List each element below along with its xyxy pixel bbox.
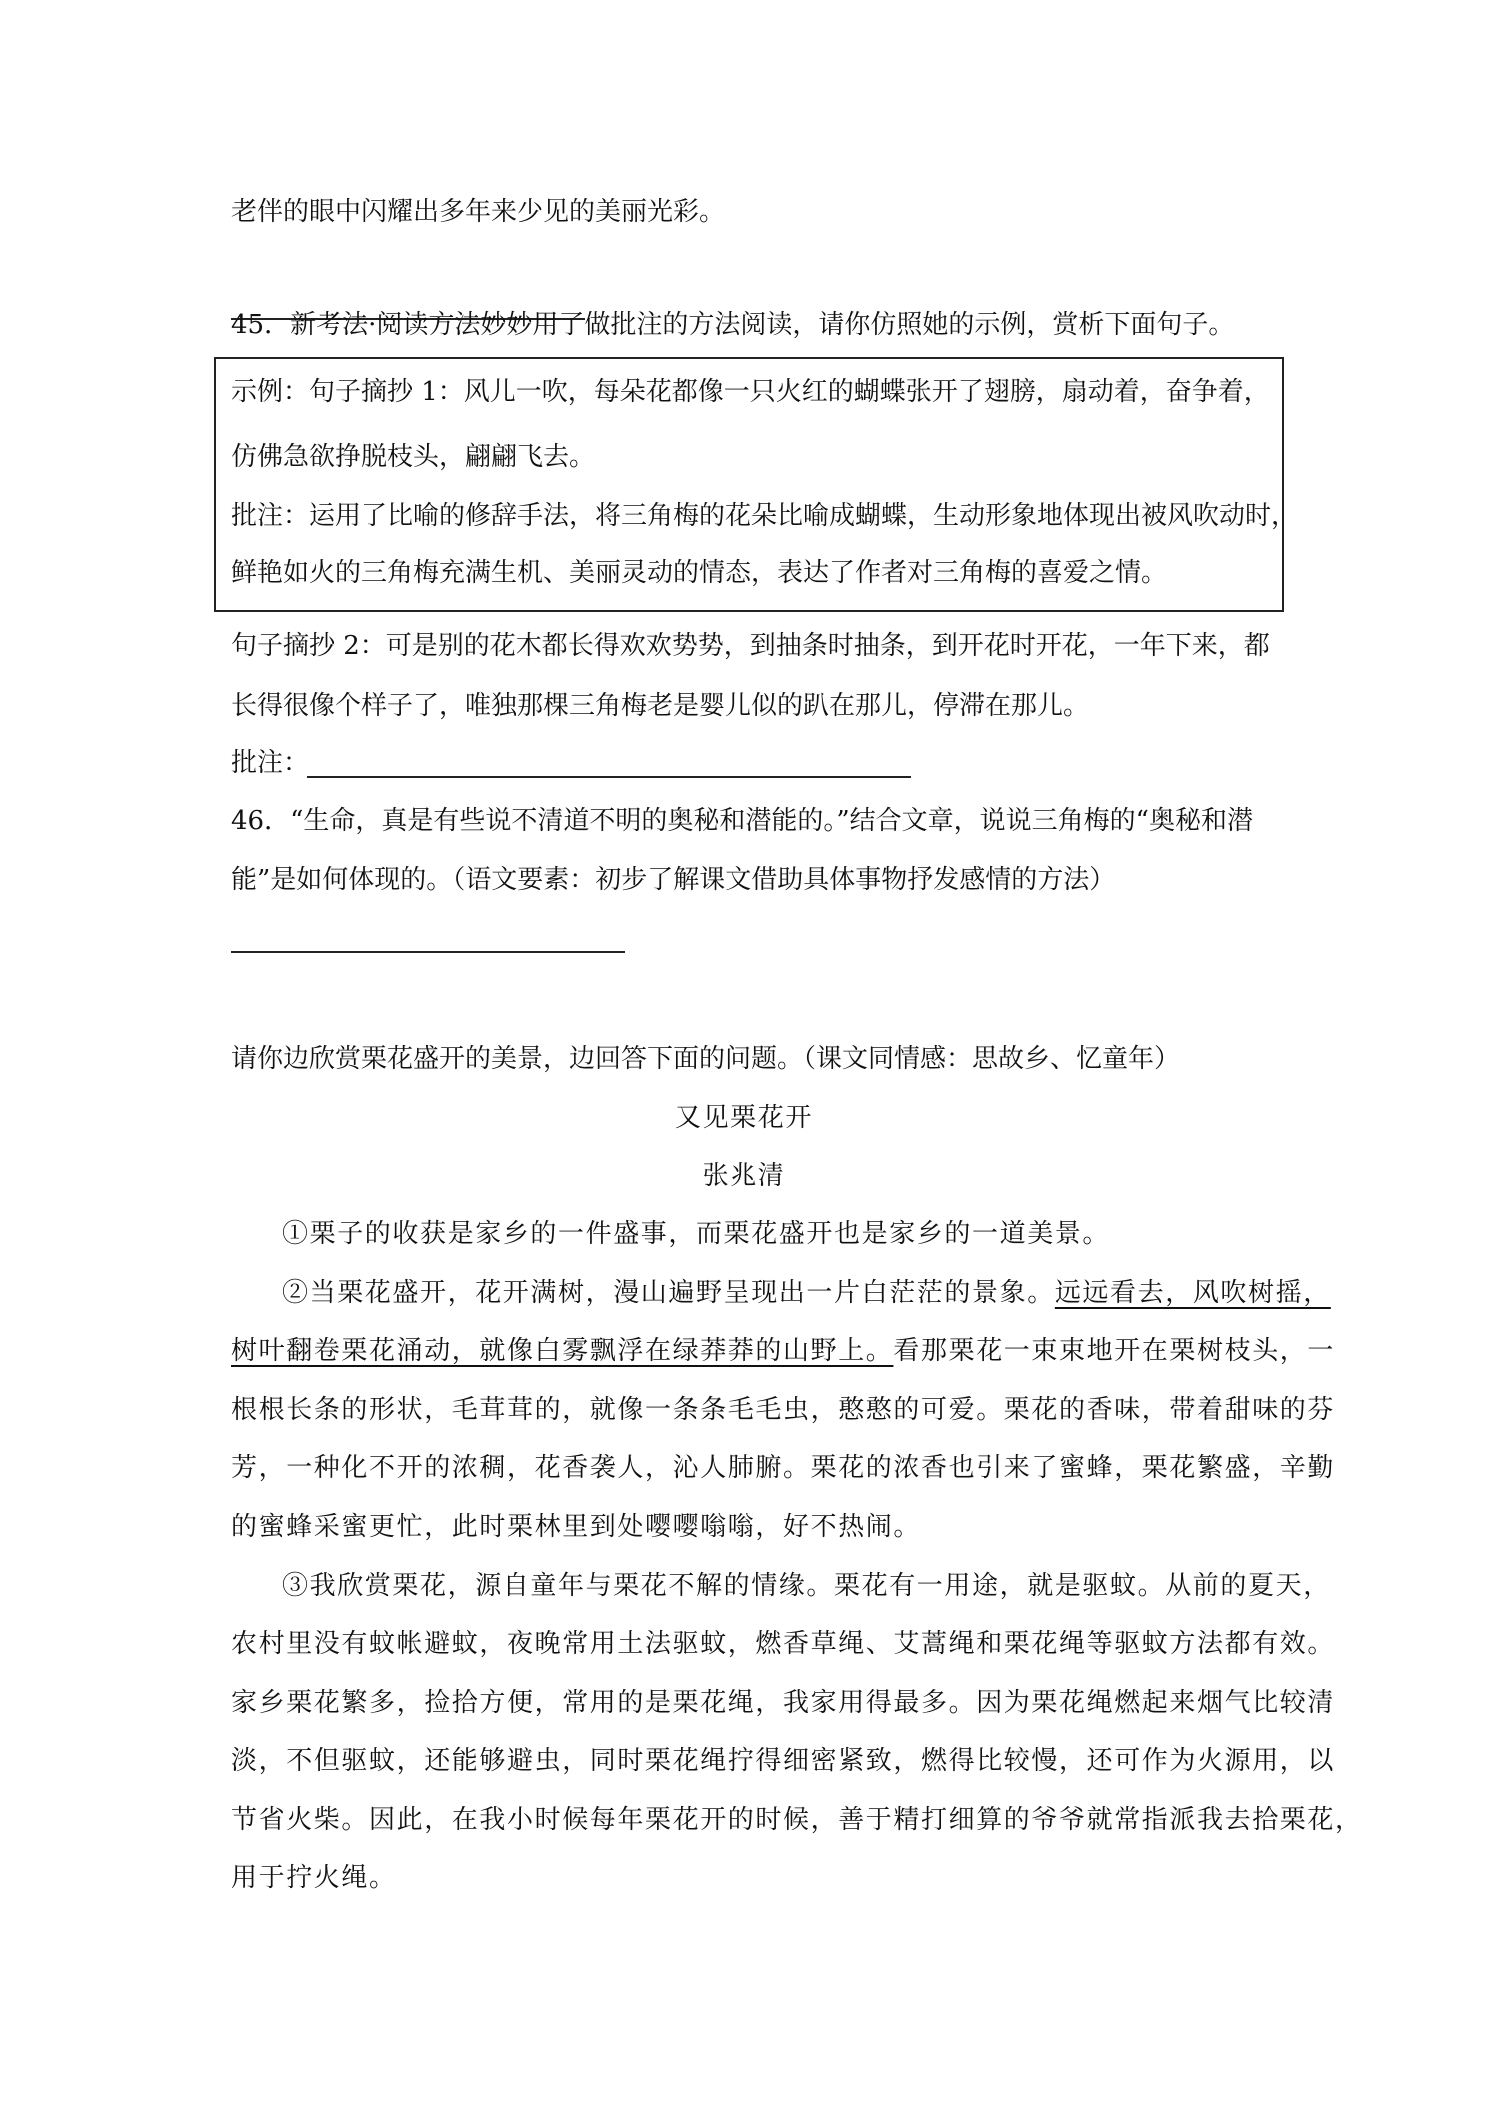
paragraph-3-line-3: 家乡栗花繁多，捡拾方便，常用的是栗花绳，我家用得最多。因为栗花绳燃起来烟气比较清 (231, 1688, 1336, 1718)
paragraph-3-line-5: 节省火柴。因此，在我小时候每年栗花开的时候，善于精打细算的爷爷就常指派我去拾栗花， (231, 1805, 1363, 1835)
p2-underlined-b: 树叶翻卷栗花涌动，就像白雾飘浮在绿莽莽的山野上。 (231, 1336, 894, 1366)
example-note-line-1: 批注：运用了比喻的修辞手法，将三角梅的花朵比喻成蝴蝶，生动形象地体现出被风吹动时， (231, 501, 1298, 531)
paragraph-2-line-4: 芳，一种化不开的浓稠，花香袭人，沁人肺腑。栗花的浓香也引来了蜜蜂，栗花繁盛，辛勤 (231, 1453, 1336, 1483)
reading-intro: 请你边欣赏栗花盛开的美景，边回答下面的问题。（课文同情感：思故乡、忆童年） (231, 1044, 1181, 1074)
paragraph-3-line-2: 农村里没有蚊帐避蚊，夜晚常用土法驱蚊，燃香草绳、艾蒿绳和栗花绳等驱蚊方法都有效。 (231, 1629, 1336, 1659)
paragraph-2-line-5: 的蜜蜂采蜜更忙，此时栗林里到处嘤嘤嗡嗡，好不热闹。 (231, 1512, 922, 1542)
example-line-1: 示例：句子摘抄 1：风儿一吹，每朵花都像一只火红的蝴蝶张开了翅膀，扇动着，奋争着， (231, 377, 1270, 407)
paragraph-3-line-6: 用于拧火绳。 (231, 1863, 397, 1893)
q46-answer-line[interactable] (231, 951, 625, 953)
example-note-line-2: 鲜艳如火的三角梅充满生机、美丽灵动的情态，表达了作者对三角梅的喜爱之情。 (231, 558, 1168, 588)
paragraph-3-line-4: 淡，不但驱蚊，还能够避虫，同时栗花绳拧得细密紧致，燃得比较慢，还可作为火源用，以 (231, 1746, 1336, 1776)
p2-underlined-a: 远远看去，风吹树摇， (1054, 1278, 1331, 1308)
q45-prompt: 45．新考法·阅读方法妙妙用了做批注的方法阅读，请你仿照她的示例，赏析下面句子。 (231, 310, 1235, 340)
paragraph-2-line-1 (282, 1273, 1331, 1313)
example-line-2: 仿佛急欲挣脱枝头，翩翩飞去。 (231, 442, 596, 472)
q46-line-1: 46．“生命，真是有些说不清道不明的奥秘和潜能的。”结合文章，说说三角梅的“奥秘和潜 (231, 806, 1253, 836)
q44-answer-tail: 老伴的眼中闪耀出多年来少见的美丽光彩。 (231, 197, 726, 227)
paragraph-1: ①栗子的收获是家乡的一件盛事，而栗花盛开也是家乡的一道美景。 (282, 1219, 1111, 1249)
paragraph-2-line-3: 根根长条的形状，毛茸茸的，就像一条条毛毛虫，憨憨的可爱。栗花的香味，带着甜味的芬 (231, 1395, 1336, 1425)
excerpt-2-line-2: 长得很像个样子了，唯独那棵三角梅老是婴儿似的趴在那儿，停滞在那儿。 (231, 691, 1090, 721)
p2-text-b: 看那栗花一束束地开在栗树枝头，一 (893, 1336, 1336, 1366)
excerpt-2-line-1: 句子摘抄 2：可是别的花木都长得欢欢势势，到抽条时抽条，到开花时开花，一年下来，都 (231, 631, 1270, 661)
article-title: 又见栗花开 (674, 1103, 813, 1133)
q46-line-2: 能”是如何体现的。（语文要素：初步了解课文借助具体事物抒发感情的方法） (231, 865, 1116, 895)
p2-text-a: ②当栗花盛开，花开满树，漫山遍野呈现出一片白茫茫的景象。 (282, 1278, 1055, 1308)
paragraph-2-line-2 (231, 1331, 1335, 1371)
note-label: 批注： (231, 748, 310, 778)
note-answer-line[interactable] (307, 776, 911, 778)
paragraph-3-line-1: ③我欣赏栗花，源自童年与栗花不解的情缘。栗花有一用途，就是驱蚊。从前的夏天， (282, 1571, 1331, 1601)
article-author: 张兆清 (702, 1161, 786, 1191)
